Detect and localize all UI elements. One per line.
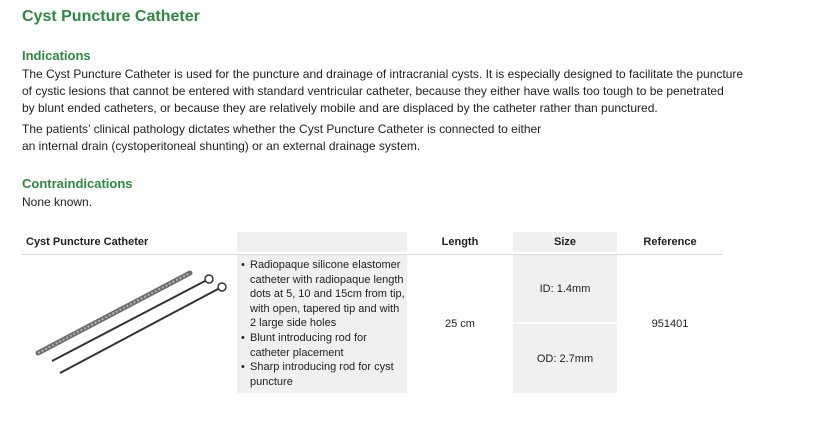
description-item: • Sharp introducing rod for cyst puncture [241, 360, 407, 389]
reference-text: 951401 [651, 318, 689, 330]
reference-value [618, 255, 722, 393]
size-id-cell [513, 255, 617, 322]
description-item: • Radiopaque silicone elastomer catheter with radiopaque length dots at 5, 10 and 15cm from tip, with open, tapered tip and with 2 large side holes [241, 258, 407, 331]
text-line: The Cyst Puncture Catheter is used for the puncture and drainage of intracranial cysts. It is especially designed to facilitate the puncture [22, 67, 744, 81]
page-title: Cyst Puncture Catheter [22, 8, 200, 25]
contraindications-heading: Contraindications [22, 176, 133, 191]
description-cell [237, 255, 407, 393]
contraindications-text: None known. [22, 195, 93, 209]
description-list [237, 255, 407, 389]
text-line: of cystic lesions that cannot be entered with standard ventricular catheter, because they either have walls too tough to be penetrated [22, 84, 724, 98]
header-description-shade [237, 232, 407, 252]
text-line: by blunt ended catheters, or because they are relatively mobile and are displaced by the catheter rather than punctured. [22, 101, 658, 115]
header-reference: Reference [643, 236, 697, 248]
text-line: an internal drain (cystoperitoneal shunting) or an external drainage system. [22, 139, 421, 153]
indications-heading: Indications [22, 48, 91, 63]
indications-paragraph-1 [22, 66, 743, 117]
indications-paragraph-2 [22, 121, 541, 155]
header-size: Size [513, 232, 617, 252]
catheter-product-image [30, 265, 230, 377]
length-text: 25 cm [445, 318, 475, 330]
length-value [408, 255, 512, 393]
description-item: • Blunt introducing rod for catheter placement [241, 331, 407, 360]
header-product: Cyst Puncture Catheter [26, 236, 149, 248]
header-length: Length [441, 236, 479, 248]
size-od-cell [513, 324, 617, 393]
size-od-text: OD: 2.7mm [536, 352, 594, 365]
text-line: The patients’ clinical pathology dictates whether the Cyst Puncture Catheter is connected to either [22, 122, 542, 136]
size-id-text: ID: 1.4mm [539, 282, 591, 295]
